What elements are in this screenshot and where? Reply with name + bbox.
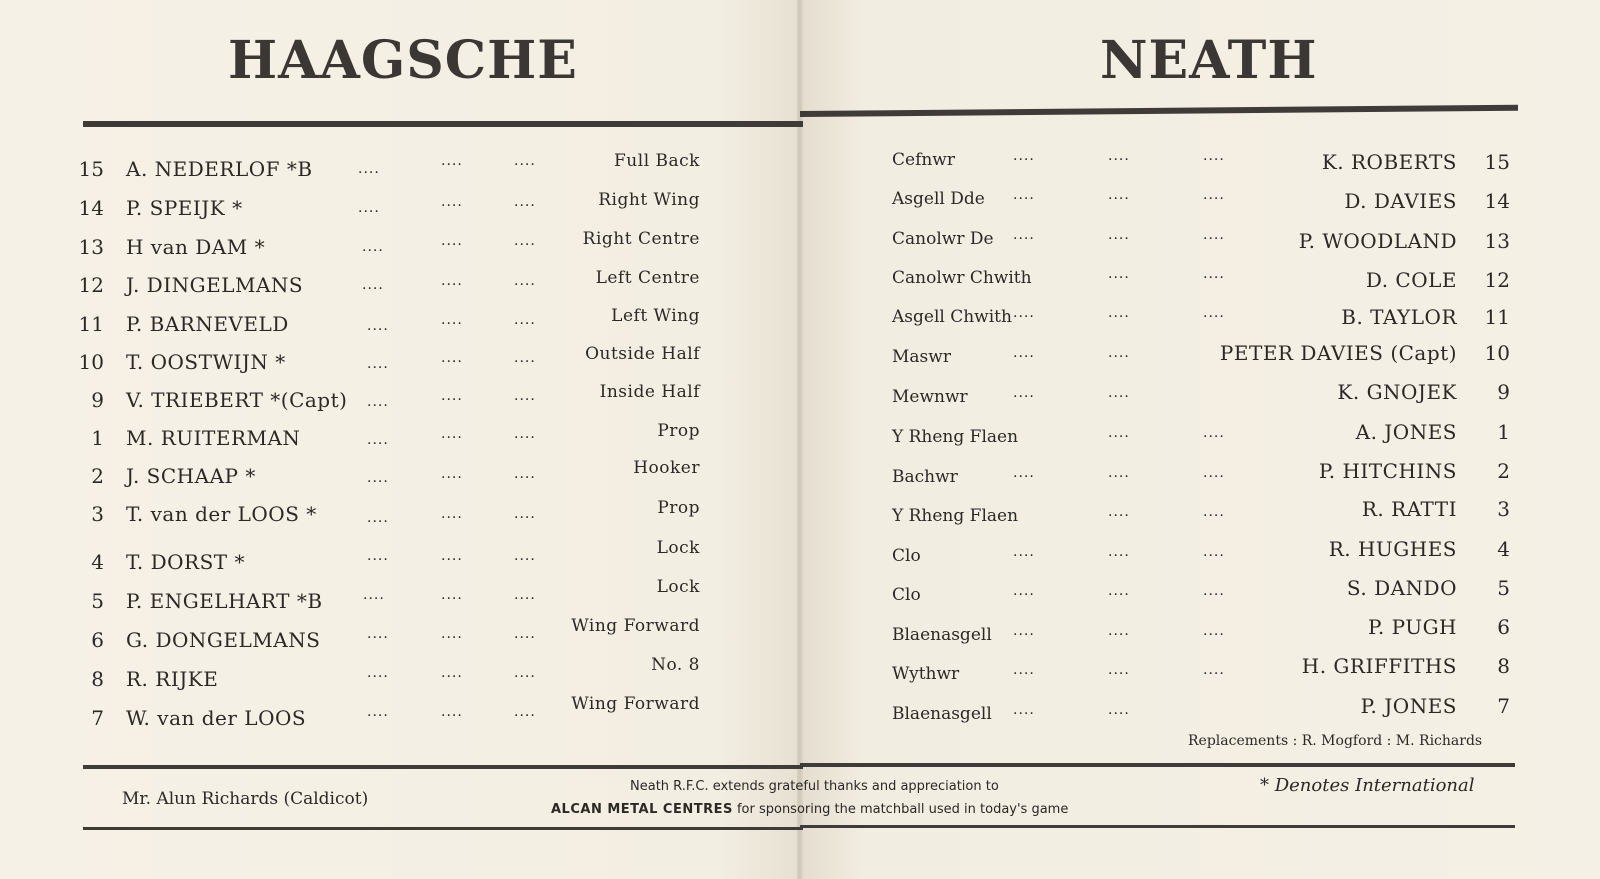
- right-player-row: [0, 341, 1600, 383]
- leader-dots: ....: [1108, 187, 1130, 203]
- leader-dots: ....: [441, 312, 463, 328]
- player-number: 15: [78, 157, 104, 181]
- player-position: Outside Half: [585, 344, 700, 364]
- player-position: Right Wing: [598, 190, 700, 210]
- leader-dots: ....: [1108, 266, 1130, 282]
- player-name: R. RATTI: [1361, 497, 1457, 521]
- player-number: 9: [1497, 380, 1510, 404]
- right-player-row: [0, 229, 1600, 265]
- player-name: H van DAM *: [126, 235, 266, 259]
- leader-dots: ....: [441, 426, 463, 442]
- right-player-row: [0, 307, 1600, 343]
- leader-dots: ....: [514, 388, 536, 404]
- player-position: No. 8: [651, 655, 700, 675]
- player-name: P. WOODLAND: [1298, 229, 1457, 253]
- bottom-rule-right: [800, 763, 1515, 767]
- leader-dots: ....: [1108, 227, 1130, 243]
- player-name: H. GRIFFITHS: [1301, 654, 1457, 678]
- leader-dots: ....: [1108, 702, 1130, 718]
- leader-dots: ....: [1108, 305, 1130, 321]
- player-position: Lock: [656, 538, 700, 558]
- leader-dots: ....: [1203, 504, 1225, 520]
- player-position: Prop: [657, 421, 700, 441]
- leader-dots: ....: [514, 153, 536, 169]
- leader-dots: ....: [1013, 465, 1035, 481]
- sponsor-line: [551, 802, 1068, 817]
- leader-dots: ....: [441, 194, 463, 210]
- player-name: P. JONES: [1360, 694, 1457, 718]
- leader-dots: ....: [1013, 662, 1035, 678]
- player-number: 12: [1484, 268, 1510, 292]
- welsh-position: Wythwr: [892, 664, 960, 684]
- leader-dots: ....: [1203, 544, 1225, 560]
- leader-dots: ....: [367, 665, 389, 681]
- player-name: R. RIJKE: [126, 667, 219, 691]
- welsh-position: Blaenasgell: [892, 704, 992, 724]
- player-name: K. GNOJEK: [1337, 380, 1457, 404]
- player-number: 7: [91, 706, 104, 730]
- player-name: V. TRIEBERT *(Capt): [126, 388, 348, 412]
- right-player-row: [0, 380, 1600, 423]
- leader-dots: ....: [1108, 544, 1130, 560]
- leader-dots: ....: [367, 318, 389, 334]
- player-number: 11: [78, 312, 104, 336]
- player-name: P. PUGH: [1368, 615, 1457, 639]
- leader-dots: ....: [367, 432, 389, 448]
- leader-dots: ....: [1013, 187, 1035, 203]
- welsh-position: Canolwr De: [892, 229, 994, 249]
- leader-dots: ....: [514, 665, 536, 681]
- player-number: 4: [91, 550, 104, 574]
- leader-dots: ....: [1108, 385, 1130, 401]
- right-player-row: [0, 150, 1600, 186]
- leader-dots: ....: [1108, 504, 1130, 520]
- leader-dots: ....: [367, 394, 389, 410]
- leader-dots: ....: [441, 233, 463, 249]
- player-position: Inside Half: [599, 382, 700, 402]
- leader-dots: ....: [1203, 623, 1225, 639]
- player-position: Right Centre: [582, 229, 700, 249]
- player-name: D. DAVIES: [1344, 189, 1457, 213]
- player-number: 2: [1497, 459, 1510, 483]
- player-name: A. JONES: [1355, 420, 1457, 444]
- leader-dots: ....: [441, 506, 463, 522]
- player-number: 8: [1497, 654, 1510, 678]
- leader-dots: ....: [367, 548, 389, 564]
- leader-dots: ....: [1013, 305, 1035, 321]
- player-name: P. HITCHINS: [1318, 459, 1457, 483]
- leader-dots: ....: [441, 273, 463, 289]
- leader-dots: ....: [1013, 583, 1035, 599]
- player-number: 3: [1497, 497, 1510, 521]
- player-name: P. BARNEVELD: [126, 312, 289, 336]
- player-position: Full Back: [614, 151, 700, 171]
- player-number: 15: [1484, 150, 1510, 174]
- player-name: J. DINGELMANS: [126, 273, 304, 297]
- leader-dots: ....: [1013, 702, 1035, 718]
- footer-rule-right: [800, 825, 1515, 828]
- player-number: 14: [78, 196, 104, 220]
- player-number: 8: [91, 667, 104, 691]
- player-position: Wing Forward: [571, 694, 700, 714]
- leader-dots: ....: [1108, 583, 1130, 599]
- welsh-position: Asgell Dde: [892, 189, 985, 209]
- sponsor-line-rest: for sponsoring the matchball used in today's game: [732, 802, 1069, 817]
- leader-dots: ....: [358, 200, 380, 216]
- player-position: Wing Forward: [571, 616, 700, 636]
- leader-dots: ....: [514, 466, 536, 482]
- welsh-position: Bachwr: [892, 467, 958, 487]
- right-player-row: [0, 459, 1600, 503]
- welsh-position: Blaenasgell: [892, 625, 992, 645]
- leader-dots: ....: [441, 587, 463, 603]
- leader-dots: ....: [1203, 662, 1225, 678]
- leader-dots: ....: [514, 548, 536, 564]
- leader-dots: ....: [441, 548, 463, 564]
- leader-dots: ....: [514, 273, 536, 289]
- leader-dots: ....: [514, 350, 536, 366]
- player-position: Prop: [657, 498, 700, 518]
- welsh-position: Asgell Chwith: [892, 307, 1012, 327]
- player-name: G. DONGELMANS: [126, 628, 321, 652]
- leader-dots: ....: [514, 506, 536, 522]
- leader-dots: ....: [441, 626, 463, 642]
- player-name: K. ROBERTS: [1321, 150, 1457, 174]
- welsh-position: Clo: [892, 546, 921, 566]
- player-number: 1: [1497, 420, 1510, 444]
- leader-dots: ....: [367, 626, 389, 642]
- player-number: 3: [91, 502, 104, 526]
- leader-dots: ....: [367, 470, 389, 486]
- player-position: Left Wing: [611, 306, 700, 326]
- right-team-title: NEATH: [1100, 30, 1318, 91]
- player-name: B. TAYLOR: [1341, 305, 1457, 329]
- leader-dots: ....: [441, 153, 463, 169]
- player-number: 10: [1484, 341, 1510, 365]
- footer-rule-left: [83, 827, 803, 830]
- welsh-position: Y Rheng Flaen: [892, 427, 1019, 447]
- right-player-row: [0, 189, 1600, 225]
- leader-dots: ....: [514, 426, 536, 442]
- leader-dots: ....: [367, 510, 389, 526]
- leader-dots: ....: [1203, 187, 1225, 203]
- leader-dots: ....: [363, 587, 385, 603]
- bottom-rule-left: [83, 765, 803, 769]
- left-team-title: HAAGSCHE: [228, 30, 578, 91]
- player-name: T. van der LOOS *: [126, 502, 317, 526]
- leader-dots: ....: [1203, 148, 1225, 164]
- leader-dots: ....: [1108, 345, 1130, 361]
- leader-dots: ....: [514, 704, 536, 720]
- leader-dots: ....: [514, 312, 536, 328]
- player-number: 5: [1497, 576, 1510, 600]
- player-name: R. HUGHES: [1328, 537, 1457, 561]
- top-rule-left: [83, 121, 803, 127]
- leader-dots: ....: [1013, 544, 1035, 560]
- leader-dots: ....: [362, 239, 384, 255]
- leader-dots: ....: [1108, 425, 1130, 441]
- leader-dots: ....: [1108, 148, 1130, 164]
- player-name: D. COLE: [1365, 268, 1457, 292]
- international-note: * Denotes International: [1260, 775, 1475, 796]
- leader-dots: ....: [1013, 385, 1035, 401]
- right-player-row: [0, 576, 1600, 621]
- welsh-position: Cefnwr: [892, 150, 955, 170]
- leader-dots: ....: [441, 388, 463, 404]
- welsh-position: Canolwr Chwith: [892, 268, 1032, 288]
- player-name: S. DANDO: [1346, 576, 1457, 600]
- leader-dots: ....: [1013, 345, 1035, 361]
- leader-dots: ....: [358, 161, 380, 177]
- sponsor-thanks-line: Neath R.F.C. extends grateful thanks and appreciation to: [630, 779, 999, 794]
- player-number: 13: [78, 235, 104, 259]
- player-number: 5: [91, 589, 104, 613]
- player-number: 7: [1497, 694, 1510, 718]
- player-name: A. NEDERLOF *B: [126, 157, 313, 181]
- leader-dots: ....: [1203, 583, 1225, 599]
- referee-name: Mr. Alun Richards (Caldicot): [122, 789, 369, 809]
- leader-dots: ....: [441, 466, 463, 482]
- leader-dots: ....: [1203, 266, 1225, 282]
- leader-dots: ....: [1108, 465, 1130, 481]
- player-position: Hooker: [633, 458, 700, 478]
- leader-dots: ....: [514, 233, 536, 249]
- player-number: 4: [1497, 537, 1510, 561]
- leader-dots: ....: [441, 350, 463, 366]
- player-name: T. DORST *: [126, 550, 246, 574]
- player-number: 13: [1484, 229, 1510, 253]
- player-name: P. ENGELHART *B: [126, 589, 323, 613]
- leader-dots: ....: [1203, 465, 1225, 481]
- player-number: 14: [1484, 189, 1510, 213]
- player-number: 10: [78, 350, 104, 374]
- player-name: P. SPEIJK *: [126, 196, 243, 220]
- right-player-row: [0, 420, 1600, 463]
- leader-dots: ....: [1203, 305, 1225, 321]
- leader-dots: ....: [367, 356, 389, 372]
- player-number: 12: [78, 273, 104, 297]
- player-number: 2: [91, 464, 104, 488]
- player-position: Left Centre: [595, 268, 700, 288]
- leader-dots: ....: [1203, 227, 1225, 243]
- leader-dots: ....: [367, 704, 389, 720]
- leader-dots: ....: [514, 194, 536, 210]
- replacements-line: Replacements : R. Mogford : M. Richards: [1188, 733, 1483, 749]
- player-number: 1: [91, 426, 104, 450]
- player-position: Lock: [656, 577, 700, 597]
- player-number: 6: [1497, 615, 1510, 639]
- welsh-position: Y Rheng Flaen: [892, 506, 1019, 526]
- leader-dots: ....: [1108, 623, 1130, 639]
- player-number: 6: [91, 628, 104, 652]
- welsh-position: Maswr: [892, 347, 951, 367]
- sponsor-name: ALCAN METAL CENTRES: [551, 802, 733, 817]
- welsh-position: Mewnwr: [892, 387, 968, 407]
- leader-dots: ....: [514, 587, 536, 603]
- leader-dots: ....: [362, 277, 384, 293]
- leader-dots: ....: [1013, 227, 1035, 243]
- player-number: 11: [1484, 305, 1510, 329]
- player-number: 9: [91, 388, 104, 412]
- leader-dots: ....: [1013, 148, 1035, 164]
- leader-dots: ....: [1013, 623, 1035, 639]
- leader-dots: ....: [514, 626, 536, 642]
- leader-dots: ....: [1203, 425, 1225, 441]
- player-name: M. RUITERMAN: [126, 426, 301, 450]
- leader-dots: ....: [441, 665, 463, 681]
- player-name: PETER DAVIES (Capt): [1219, 341, 1457, 365]
- right-player-row: [0, 268, 1600, 304]
- player-name: T. OOSTWIJN *: [126, 350, 286, 374]
- welsh-position: Clo: [892, 585, 921, 605]
- leader-dots: ....: [1108, 662, 1130, 678]
- leader-dots: ....: [441, 704, 463, 720]
- player-name: J. SCHAAP *: [126, 464, 256, 488]
- player-name: W. van der LOOS: [126, 706, 307, 730]
